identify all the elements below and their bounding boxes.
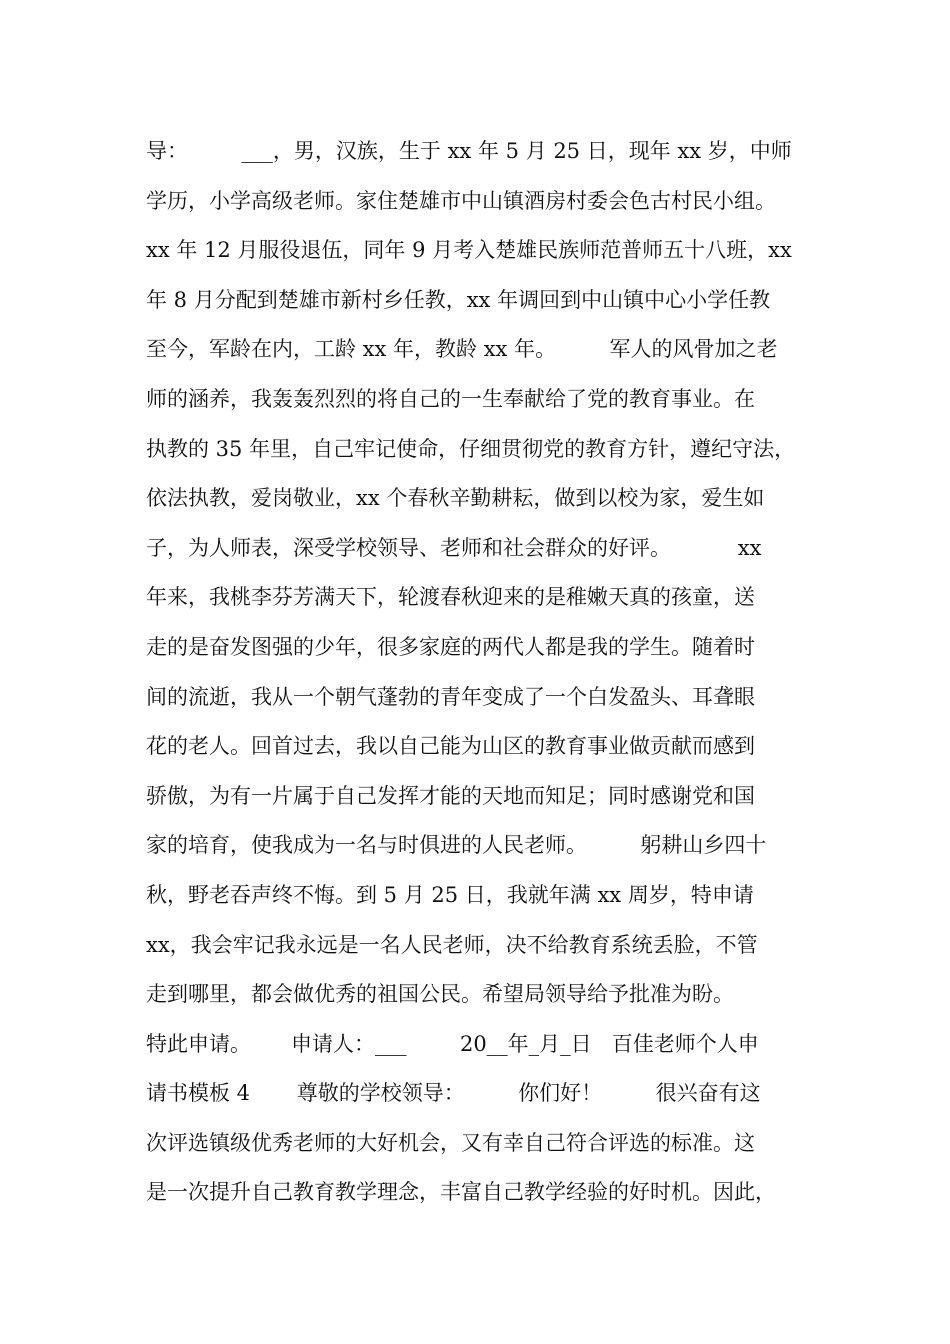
- text-line: 年来，我桃李芬芳满天下，轮渡春秋迎来的是稚嫩天真的孩童，送: [146, 585, 755, 610]
- text-line: 年 8 月分配到楚雄市新村乡任教，xx 年调回到中山镇中心小学任教: [146, 287, 771, 312]
- text-line: xx，我会牢记我永远是一名人民老师，决不给教育系统丢脸，不管: [146, 932, 758, 957]
- text-line: 依法执教，爱岗敬业，xx 个春秋辛勤耕耘，做到以校为家，爱生如: [146, 486, 765, 511]
- text-line: 家的培育，使我成为一名与时俱进的人民老师。 躬耕山乡四十: [146, 833, 767, 858]
- document-body: [146, 133, 826, 1224]
- text-line: 次评选镇级优秀老师的大好机会，又有幸自己符合评选的标准。这: [146, 1130, 755, 1155]
- text-line: 子，为人师表，深受学校领导、老师和社会群众的好评。 xx: [146, 535, 762, 560]
- text-line: 骄傲，为有一片属于自己发挥才能的天地而知足；同时感谢党和国: [146, 783, 755, 808]
- text-line: 特此申请。 申请人：___ 20__年_月_日 百佳老师个人申: [146, 1031, 759, 1056]
- text-line: 走到哪里，都会做优秀的祖国公民。希望局领导给予批准为盼。: [146, 982, 734, 1007]
- text-line: 执教的 35 年里，自己牢记使命，仔细贯彻党的教育方针，遵纪守法，: [146, 436, 796, 461]
- text-line: 花的老人。回首过去，我以自己能为山区的教育事业做贡献而感到: [146, 734, 755, 759]
- text-line: 至今，军龄在内，工龄 xx 年，教龄 xx 年。 军人的风骨加之老: [146, 337, 778, 362]
- text-line: 是一次提升自己教育教学理念，丰富自己教学经验的好时机。因此，: [146, 1180, 776, 1205]
- text-line: xx 年 12 月服役退伍，同年 9 月考入楚雄民族师范普师五十八班，xx: [146, 238, 792, 263]
- text-line: 学历，小学高级老师。家住楚雄市中山镇酒房村委会色古村民小组。: [146, 188, 776, 213]
- text-line: 请书模板 4 尊敬的学校领导： 你们好！ 很兴奋有这: [146, 1081, 761, 1106]
- text-line: 秋，野老吞声终不悔。到 5 月 25 日，我就年满 xx 周岁，特申请: [146, 882, 754, 907]
- text-line: 走的是奋发图强的少年，很多家庭的两代人都是我的学生。随着时: [146, 634, 755, 659]
- text-line: 导： ___，男，汉族，生于 xx 年 5 月 25 日，现年 xx 岁，中师: [146, 139, 792, 163]
- text-line: 师的涵养，我轰轰烈烈的将自己的一生奉献给了党的教育事业。在: [146, 386, 755, 411]
- text-line: 间的流逝，我从一个朝气蓬勃的青年变成了一个白发盈头、耳聋眼: [146, 684, 755, 709]
